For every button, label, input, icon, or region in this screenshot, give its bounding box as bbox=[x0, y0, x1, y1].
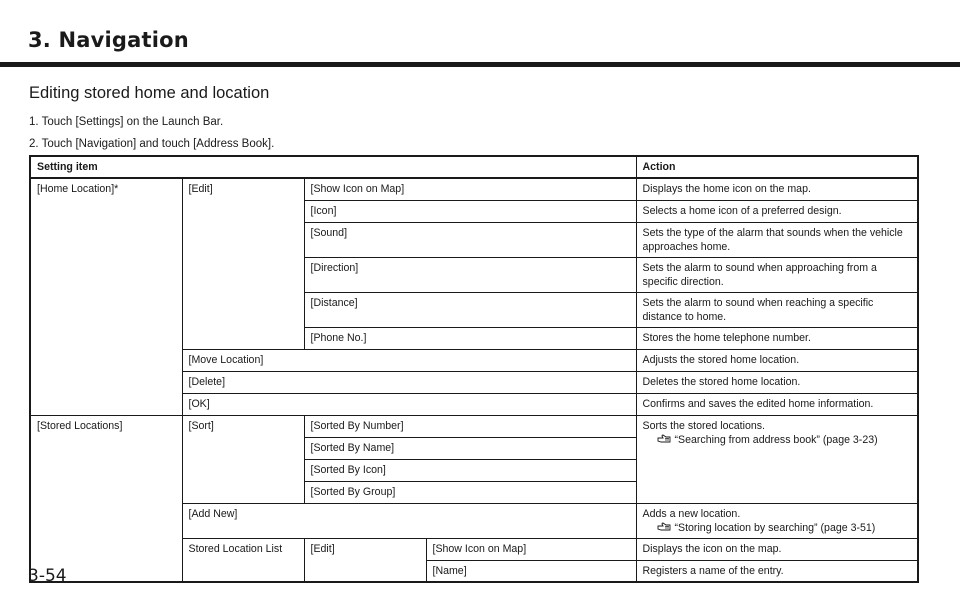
header-setting-item: Setting item bbox=[30, 156, 636, 178]
add-new-action-text: Adds a new location. bbox=[642, 507, 741, 520]
home-edit-cell: [Edit] bbox=[182, 178, 304, 349]
distance-cell: [Distance] bbox=[304, 292, 636, 327]
action-cell: Deletes the stored home location. bbox=[636, 371, 918, 393]
move-location-cell: [Move Location] bbox=[182, 349, 636, 371]
sort-action-text: Sorts the stored locations. bbox=[642, 419, 765, 432]
chapter-divider bbox=[0, 62, 960, 67]
show-icon-cell: [Show Icon on Map] bbox=[304, 178, 636, 200]
sorted-number-cell: [Sorted By Number] bbox=[304, 415, 636, 437]
action-cell: Stores the home telephone number. bbox=[636, 327, 918, 349]
sort-action-cell bbox=[636, 415, 918, 503]
header-action: Action bbox=[636, 156, 918, 178]
steps-list bbox=[29, 111, 274, 155]
chapter-title: 3. Navigation bbox=[28, 28, 189, 52]
settings-table bbox=[29, 155, 919, 583]
ok-cell: [OK] bbox=[182, 393, 636, 415]
phone-cell: [Phone No.] bbox=[304, 327, 636, 349]
add-new-cell: [Add New] bbox=[182, 503, 636, 538]
home-location-cell: [Home Location]* bbox=[30, 178, 182, 415]
pointing-hand-icon bbox=[657, 522, 671, 532]
action-cell: Registers a name of the entry. bbox=[636, 560, 918, 582]
list-edit-cell: [Edit] bbox=[304, 538, 426, 582]
table-row bbox=[30, 178, 918, 200]
direction-cell: [Direction] bbox=[304, 257, 636, 292]
section-title: Editing stored home and location bbox=[29, 84, 270, 102]
action-cell: Sets the alarm to sound when reaching a specific distance to home. bbox=[636, 292, 918, 327]
step-item: 2. Touch [Navigation] and touch [Address Book]. bbox=[29, 138, 275, 150]
sort-cell: [Sort] bbox=[182, 415, 304, 503]
table-row bbox=[30, 415, 918, 437]
table-header-row bbox=[30, 156, 918, 178]
page-number: 3-54 bbox=[28, 566, 67, 586]
delete-cell: [Delete] bbox=[182, 371, 636, 393]
sound-cell: [Sound] bbox=[304, 222, 636, 257]
pointing-hand-icon bbox=[657, 434, 671, 444]
sort-reference bbox=[643, 433, 912, 447]
icon-cell: [Icon] bbox=[304, 200, 636, 222]
action-cell: Sets the type of the alarm that sounds when the vehicle approaches home. bbox=[636, 222, 918, 257]
sorted-name-cell: [Sorted By Name] bbox=[304, 437, 636, 459]
list-name-cell: [Name] bbox=[426, 560, 636, 582]
stored-list-cell: Stored Location List bbox=[182, 538, 304, 582]
action-cell: Selects a home icon of a preferred design. bbox=[636, 200, 918, 222]
sort-reference-text: “Searching from address book” (page 3-23) bbox=[674, 433, 878, 446]
step-item: 1. Touch [Settings] on the Launch Bar. bbox=[29, 116, 224, 128]
add-new-reference bbox=[643, 521, 912, 535]
add-new-reference-text: “Storing location by searching” (page 3-51) bbox=[674, 521, 876, 534]
action-cell: Confirms and saves the edited home information. bbox=[636, 393, 918, 415]
sorted-icon-cell: [Sorted By Icon] bbox=[304, 459, 636, 481]
add-new-action-cell bbox=[636, 503, 918, 538]
stored-locations-cell: [Stored Locations] bbox=[30, 415, 182, 582]
action-cell: Sets the alarm to sound when approaching from a specific direction. bbox=[636, 257, 918, 292]
action-cell: Adjusts the stored home location. bbox=[636, 349, 918, 371]
sorted-group-cell: [Sorted By Group] bbox=[304, 481, 636, 503]
action-cell: Displays the home icon on the map. bbox=[636, 178, 918, 200]
action-cell: Displays the icon on the map. bbox=[636, 538, 918, 560]
list-show-icon-cell: [Show Icon on Map] bbox=[426, 538, 636, 560]
